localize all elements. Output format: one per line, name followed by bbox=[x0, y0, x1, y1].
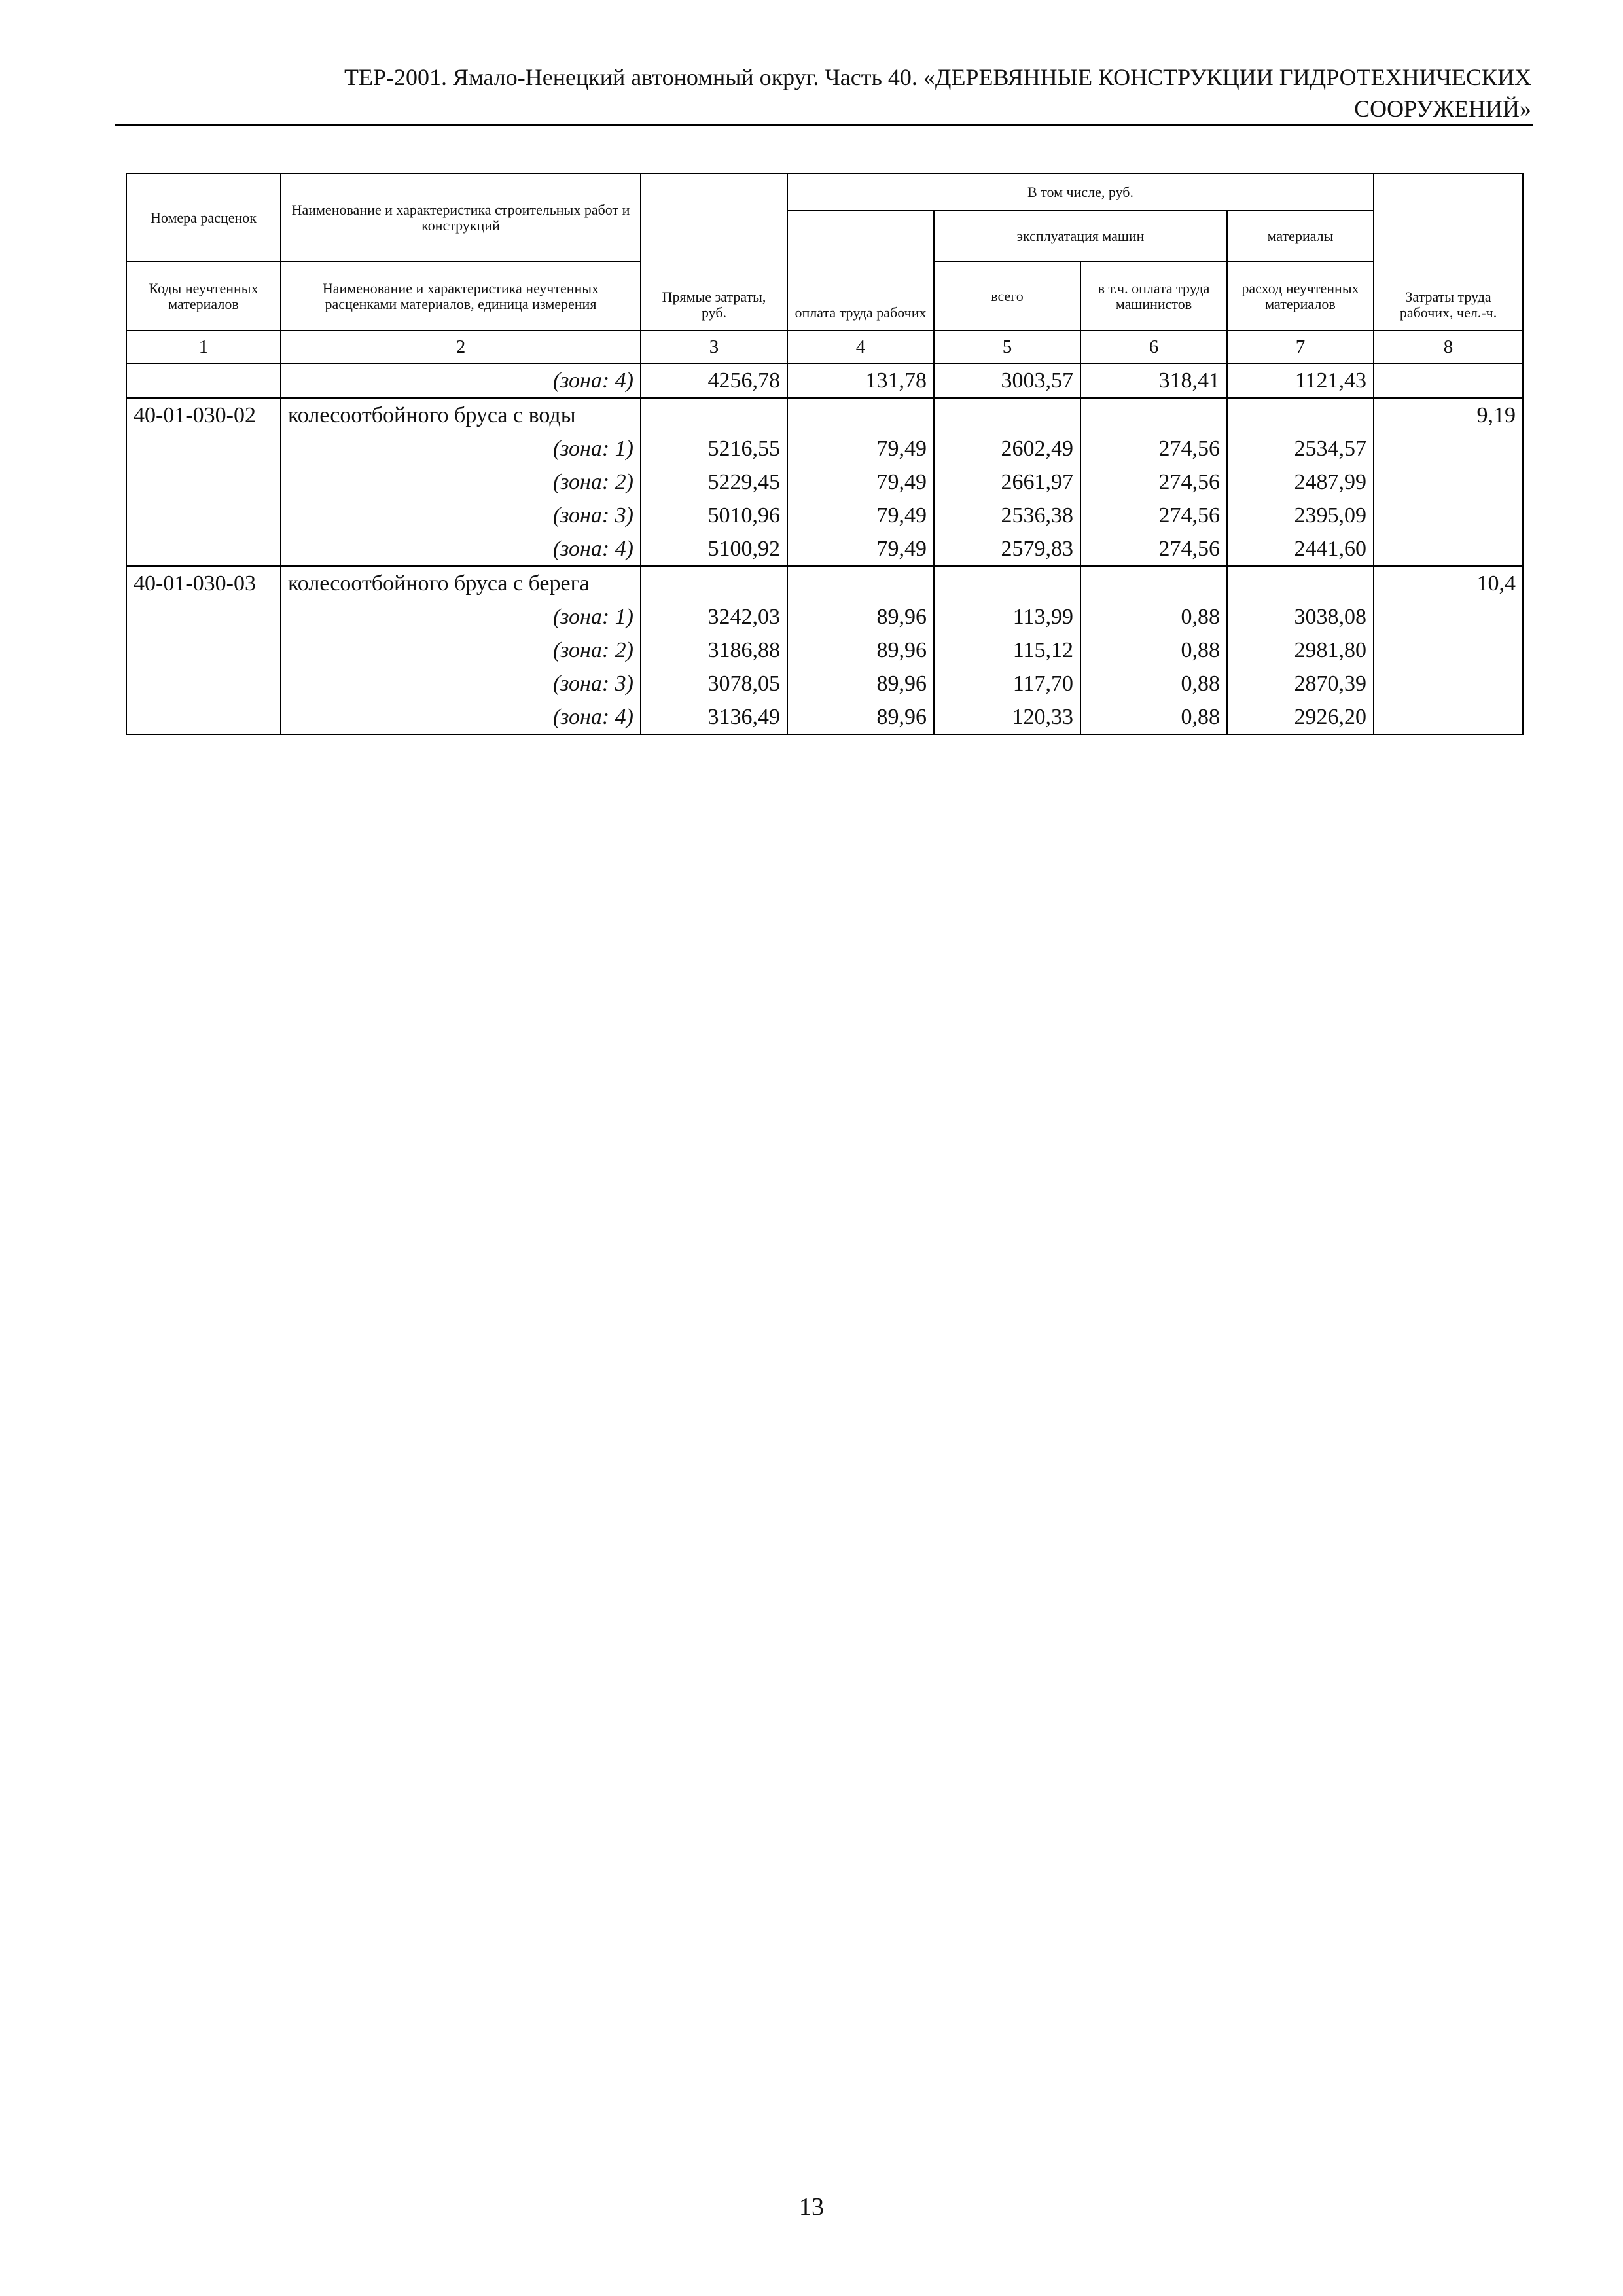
worker-pay-value: 79,49 bbox=[787, 432, 934, 465]
header-rule bbox=[115, 124, 1533, 126]
rate-name: колесоотбойного бруса с берега bbox=[281, 566, 641, 600]
materials-value: 2981,80 bbox=[1227, 634, 1374, 667]
labor-costs-value bbox=[1374, 600, 1523, 634]
rate-name: колесоотбойного бруса с воды bbox=[281, 398, 641, 432]
column-number: 8 bbox=[1374, 331, 1523, 363]
header-including: В том числе, руб. bbox=[787, 173, 1374, 211]
operator-pay-value bbox=[1080, 398, 1227, 432]
zone-label: (зона: 4) bbox=[281, 532, 641, 566]
direct-costs-value: 5229,45 bbox=[641, 465, 787, 499]
column-number: 2 bbox=[281, 331, 641, 363]
machine-total-value: 120,33 bbox=[934, 700, 1080, 734]
header-title-line2: СООРУЖЕНИЙ» bbox=[1354, 96, 1531, 122]
labor-costs-value bbox=[1374, 532, 1523, 566]
labor-costs-value bbox=[1374, 432, 1523, 465]
labor-costs-value: 9,19 bbox=[1374, 398, 1523, 432]
materials-value: 2487,99 bbox=[1227, 465, 1374, 499]
table-row bbox=[126, 532, 1523, 566]
table-row bbox=[126, 363, 1523, 398]
labor-costs-value bbox=[1374, 465, 1523, 499]
table-row bbox=[126, 398, 1523, 432]
zone-label: (зона: 4) bbox=[281, 700, 641, 734]
labor-costs-value bbox=[1374, 363, 1523, 398]
materials-value: 2534,57 bbox=[1227, 432, 1374, 465]
materials-value bbox=[1227, 566, 1374, 600]
header-title-line1: ТЕР-2001. Ямало-Ненецкий автономный округ. Часть 40. «ДЕРЕВЯННЫЕ КОНСТРУКЦИИ ГИДРОТЕХНИЧЕСКИХ bbox=[344, 64, 1531, 90]
operator-pay-value: 274,56 bbox=[1080, 432, 1227, 465]
header-material-name: Наименование и характеристика неучтенных расценками материалов, единица измерения bbox=[281, 262, 641, 331]
table-row bbox=[126, 499, 1523, 532]
rate-code bbox=[126, 600, 281, 634]
table-row bbox=[126, 700, 1523, 734]
machine-total-value: 3003,57 bbox=[934, 363, 1080, 398]
worker-pay-value bbox=[787, 398, 934, 432]
header-total: всего bbox=[934, 262, 1080, 331]
rate-code bbox=[126, 363, 281, 398]
worker-pay-value: 79,49 bbox=[787, 532, 934, 566]
column-number: 5 bbox=[934, 331, 1080, 363]
operator-pay-value: 0,88 bbox=[1080, 667, 1227, 700]
rate-code bbox=[126, 432, 281, 465]
materials-value: 3038,08 bbox=[1227, 600, 1374, 634]
direct-costs-value: 3242,03 bbox=[641, 600, 787, 634]
column-number: 1 bbox=[126, 331, 281, 363]
direct-costs-value bbox=[641, 398, 787, 432]
header-incl-operator-pay: в т.ч. оплата труда машинистов bbox=[1080, 262, 1227, 331]
rate-code bbox=[126, 532, 281, 566]
rates-group-40-01-030-03 bbox=[126, 566, 1523, 734]
rates-table bbox=[126, 173, 1524, 735]
labor-costs-value bbox=[1374, 499, 1523, 532]
table-row bbox=[126, 465, 1523, 499]
direct-costs-value: 5010,96 bbox=[641, 499, 787, 532]
worker-pay-value: 89,96 bbox=[787, 700, 934, 734]
rate-code bbox=[126, 499, 281, 532]
operator-pay-value: 0,88 bbox=[1080, 700, 1227, 734]
worker-pay-value: 89,96 bbox=[787, 634, 934, 667]
direct-costs-value: 5216,55 bbox=[641, 432, 787, 465]
header-unaccounted-materials: расход неучтенных материалов bbox=[1227, 262, 1374, 331]
operator-pay-value: 318,41 bbox=[1080, 363, 1227, 398]
materials-value bbox=[1227, 398, 1374, 432]
machine-total-value: 2579,83 bbox=[934, 532, 1080, 566]
rate-code bbox=[126, 667, 281, 700]
table-row bbox=[126, 667, 1523, 700]
machine-total-value bbox=[934, 566, 1080, 600]
zone-label: (зона: 2) bbox=[281, 634, 641, 667]
header-worker-pay: оплата труда рабочих bbox=[787, 211, 934, 331]
header-labor-costs: Затраты труда рабочих, чел.-ч. bbox=[1374, 173, 1523, 331]
zone-label: (зона: 3) bbox=[281, 499, 641, 532]
materials-value: 2441,60 bbox=[1227, 532, 1374, 566]
column-number: 3 bbox=[641, 331, 787, 363]
machine-total-value: 2536,38 bbox=[934, 499, 1080, 532]
machine-total-value: 2602,49 bbox=[934, 432, 1080, 465]
rate-code: 40-01-030-02 bbox=[126, 398, 281, 432]
header-materials: материалы bbox=[1227, 211, 1374, 262]
rate-code bbox=[126, 465, 281, 499]
zone-label: (зона: 4) bbox=[281, 363, 641, 398]
column-number: 4 bbox=[787, 331, 934, 363]
operator-pay-value: 274,56 bbox=[1080, 465, 1227, 499]
rate-code bbox=[126, 634, 281, 667]
rate-code bbox=[126, 700, 281, 734]
header-rate-numbers: Номера расценок bbox=[126, 173, 281, 262]
table-row bbox=[126, 634, 1523, 667]
machine-total-value bbox=[934, 398, 1080, 432]
rates-group-40-01-030-02 bbox=[126, 398, 1523, 566]
table-row bbox=[126, 566, 1523, 600]
operator-pay-value: 0,88 bbox=[1080, 600, 1227, 634]
labor-costs-value bbox=[1374, 667, 1523, 700]
zone-label: (зона: 2) bbox=[281, 465, 641, 499]
page-header bbox=[115, 62, 1531, 124]
machine-total-value: 117,70 bbox=[934, 667, 1080, 700]
header-work-name: Наименование и характеристика строительных работ и конструкций bbox=[281, 173, 641, 262]
materials-value: 1121,43 bbox=[1227, 363, 1374, 398]
materials-value: 2395,09 bbox=[1227, 499, 1374, 532]
column-numbers-row bbox=[126, 331, 1523, 363]
direct-costs-value: 3186,88 bbox=[641, 634, 787, 667]
table-row bbox=[126, 432, 1523, 465]
page-number: 13 bbox=[799, 2193, 824, 2221]
operator-pay-value: 0,88 bbox=[1080, 634, 1227, 667]
rates-group-a bbox=[126, 363, 1523, 398]
column-number: 6 bbox=[1080, 331, 1227, 363]
direct-costs-value bbox=[641, 566, 787, 600]
zone-label: (зона: 1) bbox=[281, 432, 641, 465]
worker-pay-value: 131,78 bbox=[787, 363, 934, 398]
worker-pay-value: 89,96 bbox=[787, 600, 934, 634]
materials-value: 2870,39 bbox=[1227, 667, 1374, 700]
rate-code: 40-01-030-03 bbox=[126, 566, 281, 600]
zone-label: (зона: 3) bbox=[281, 667, 641, 700]
direct-costs-value: 3078,05 bbox=[641, 667, 787, 700]
machine-total-value: 2661,97 bbox=[934, 465, 1080, 499]
direct-costs-value: 4256,78 bbox=[641, 363, 787, 398]
operator-pay-value: 274,56 bbox=[1080, 499, 1227, 532]
labor-costs-value bbox=[1374, 634, 1523, 667]
direct-costs-value: 3136,49 bbox=[641, 700, 787, 734]
direct-costs-value: 5100,92 bbox=[641, 532, 787, 566]
worker-pay-value bbox=[787, 566, 934, 600]
header-machine-operation: эксплуатация машин bbox=[934, 211, 1227, 262]
machine-total-value: 113,99 bbox=[934, 600, 1080, 634]
worker-pay-value: 89,96 bbox=[787, 667, 934, 700]
header-material-codes: Коды неучтенных материалов bbox=[126, 262, 281, 331]
operator-pay-value bbox=[1080, 566, 1227, 600]
column-number: 7 bbox=[1227, 331, 1374, 363]
worker-pay-value: 79,49 bbox=[787, 499, 934, 532]
labor-costs-value: 10,4 bbox=[1374, 566, 1523, 600]
operator-pay-value: 274,56 bbox=[1080, 532, 1227, 566]
labor-costs-value bbox=[1374, 700, 1523, 734]
machine-total-value: 115,12 bbox=[934, 634, 1080, 667]
zone-label: (зона: 1) bbox=[281, 600, 641, 634]
table-row bbox=[126, 600, 1523, 634]
header-direct-costs: Прямые затраты, руб. bbox=[641, 173, 787, 331]
materials-value: 2926,20 bbox=[1227, 700, 1374, 734]
worker-pay-value: 79,49 bbox=[787, 465, 934, 499]
